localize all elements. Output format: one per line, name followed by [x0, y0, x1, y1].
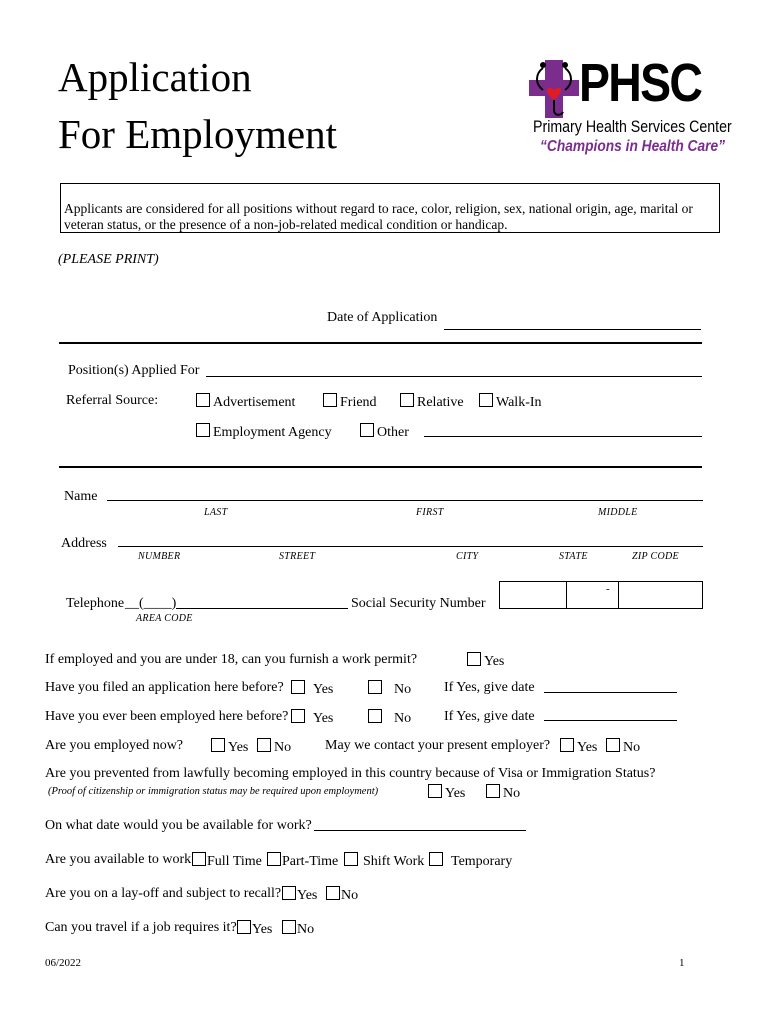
travel-no-checkbox[interactable] — [282, 920, 296, 934]
address-label: Address — [61, 536, 107, 551]
position-label: Position(s) Applied For — [68, 363, 200, 378]
phsc-logo — [527, 53, 732, 160]
name-sub-middle: MIDDLE — [598, 507, 638, 518]
ssn-label: Social Security Number — [351, 596, 486, 611]
layoff-yes-checkbox[interactable] — [282, 886, 296, 900]
section-divider — [59, 342, 702, 344]
logo-tagline: “Champions in Health Care” — [540, 138, 726, 155]
address-field[interactable] — [118, 546, 703, 547]
ssn-box-3[interactable] — [618, 581, 703, 609]
name-label: Name — [64, 489, 98, 504]
title-line-1: Application — [58, 54, 252, 100]
contact-employer-question: May we contact your present employer? — [325, 738, 551, 753]
layoff-no-checkbox[interactable] — [326, 886, 340, 900]
full-time-option[interactable]: Full Time — [192, 852, 262, 870]
filed-before-no-checkbox[interactable] — [368, 680, 382, 694]
revision-date: 06/2022 — [45, 957, 82, 969]
please-print-note: (PLEASE PRINT) — [58, 252, 159, 267]
telephone-label: Telephone — [66, 596, 125, 611]
employed-before-yes[interactable]: Yes — [291, 709, 333, 727]
employed-now-no-checkbox[interactable] — [257, 738, 271, 752]
telephone-field[interactable] — [176, 608, 348, 609]
logo-brand: PHSC — [579, 53, 702, 113]
address-sub-number: NUMBER — [138, 551, 181, 562]
part-time-option[interactable]: Part-Time — [267, 852, 338, 870]
work-permit-yes[interactable]: Yes — [467, 652, 504, 670]
equal-opportunity-notice: Applicants are considered for all positions without regard to race, color, religion, sex, national origin, age, marital or veteran status, or the presence of a non-job-related medical condition or handicap. — [60, 183, 720, 233]
temporary-checkbox[interactable] — [429, 852, 443, 866]
address-sub-zip: ZIP CODE — [632, 551, 679, 562]
referral-label: Referral Source: — [66, 393, 159, 408]
employed-now-yes[interactable]: Yes — [211, 738, 248, 756]
shift-work-option[interactable]: Shift Work — [344, 852, 424, 870]
referral-walk-in[interactable]: Walk-In — [479, 393, 542, 411]
employed-now-question: Are you employed now? — [45, 738, 184, 753]
prevented-no[interactable]: No — [486, 784, 520, 802]
name-sub-first: FIRST — [416, 507, 444, 518]
layoff-no[interactable]: No — [326, 886, 358, 904]
available-date-field[interactable] — [314, 830, 526, 831]
prevented-no-checkbox[interactable] — [486, 784, 500, 798]
available-date-question: On what date would you be available for work? — [45, 818, 312, 833]
referral-advertisement[interactable]: Advertisement — [196, 393, 295, 411]
employed-before-no[interactable]: No — [368, 709, 411, 727]
contact-employer-yes[interactable]: Yes — [560, 738, 597, 756]
filed-before-question: Have you filed an application here before? — [45, 680, 284, 695]
employment-agency-checkbox[interactable] — [196, 423, 210, 437]
contact-employer-yes-checkbox[interactable] — [560, 738, 574, 752]
friend-checkbox[interactable] — [323, 393, 337, 407]
contact-employer-no-checkbox[interactable] — [606, 738, 620, 752]
travel-yes-checkbox[interactable] — [237, 920, 251, 934]
relative-checkbox[interactable] — [400, 393, 414, 407]
date-of-application-label: Date of Application — [327, 310, 438, 325]
name-sub-last: LAST — [204, 507, 228, 518]
referral-friend[interactable]: Friend — [323, 393, 377, 411]
ssn-dash: - — [606, 583, 610, 595]
layoff-question: Are you on a lay-off and subject to recall? — [45, 886, 282, 901]
part-time-checkbox[interactable] — [267, 852, 281, 866]
position-field[interactable] — [206, 376, 702, 377]
ssn-box-1[interactable] — [499, 581, 567, 609]
prevented-yes[interactable]: Yes — [428, 784, 465, 802]
travel-no[interactable]: No — [282, 920, 314, 938]
other-checkbox[interactable] — [360, 423, 374, 437]
employed-now-no[interactable]: No — [257, 738, 291, 756]
filed-before-no[interactable]: No — [368, 680, 411, 698]
referral-other-field[interactable] — [424, 436, 702, 437]
contact-employer-no[interactable]: No — [606, 738, 640, 756]
available-for-question: Are you available to work — [45, 852, 192, 867]
work-permit-question: If employed and you are under 18, can you furnish a work permit? — [45, 652, 418, 667]
filed-before-date-label: If Yes, give date — [444, 680, 535, 695]
referral-relative[interactable]: Relative — [400, 393, 464, 411]
shift-work-checkbox[interactable] — [344, 852, 358, 866]
ssn-box-2[interactable] — [566, 581, 619, 609]
logo-name: Primary Health Services Center — [533, 118, 732, 136]
employed-before-date-label: If Yes, give date — [444, 709, 535, 724]
travel-question: Can you travel if a job requires it? — [45, 920, 237, 935]
prevented-yes-checkbox[interactable] — [428, 784, 442, 798]
walk-in-checkbox[interactable] — [479, 393, 493, 407]
employed-before-question: Have you ever been employed here before? — [45, 709, 289, 724]
address-sub-state: STATE — [559, 551, 588, 562]
telephone-area-prefix: __(____) — [125, 596, 177, 611]
prevented-question: Are you prevented from lawfully becoming employed in this country because of Visa or Immigration Status? — [45, 766, 656, 781]
proof-note: (Proof of citizenship or immigration status may be required upon employment) — [48, 786, 379, 797]
employed-before-yes-checkbox[interactable] — [291, 709, 305, 723]
name-field[interactable] — [107, 500, 703, 501]
advertisement-checkbox[interactable] — [196, 393, 210, 407]
filed-before-yes-checkbox[interactable] — [291, 680, 305, 694]
referral-employment-agency[interactable]: Employment Agency — [196, 423, 332, 441]
filed-before-date-field[interactable] — [544, 692, 677, 693]
employed-before-date-field[interactable] — [544, 720, 677, 721]
address-sub-street: STREET — [279, 551, 316, 562]
title-line-2: For Employment — [58, 111, 338, 157]
address-sub-city: CITY — [456, 551, 479, 562]
travel-yes[interactable]: Yes — [237, 920, 272, 938]
page-number: 1 — [679, 957, 685, 969]
full-time-checkbox[interactable] — [192, 852, 206, 866]
date-of-application-field[interactable] — [444, 329, 701, 330]
employed-before-no-checkbox[interactable] — [368, 709, 382, 723]
temporary-option[interactable]: Temporary — [429, 852, 512, 870]
employed-now-yes-checkbox[interactable] — [211, 738, 225, 752]
filed-before-yes[interactable]: Yes — [291, 680, 333, 698]
layoff-yes[interactable]: Yes — [282, 886, 317, 904]
referral-other[interactable]: Other — [360, 423, 409, 441]
section-divider — [59, 466, 702, 468]
work-permit-yes-checkbox[interactable] — [467, 652, 481, 666]
area-code-label: AREA CODE — [136, 613, 193, 624]
